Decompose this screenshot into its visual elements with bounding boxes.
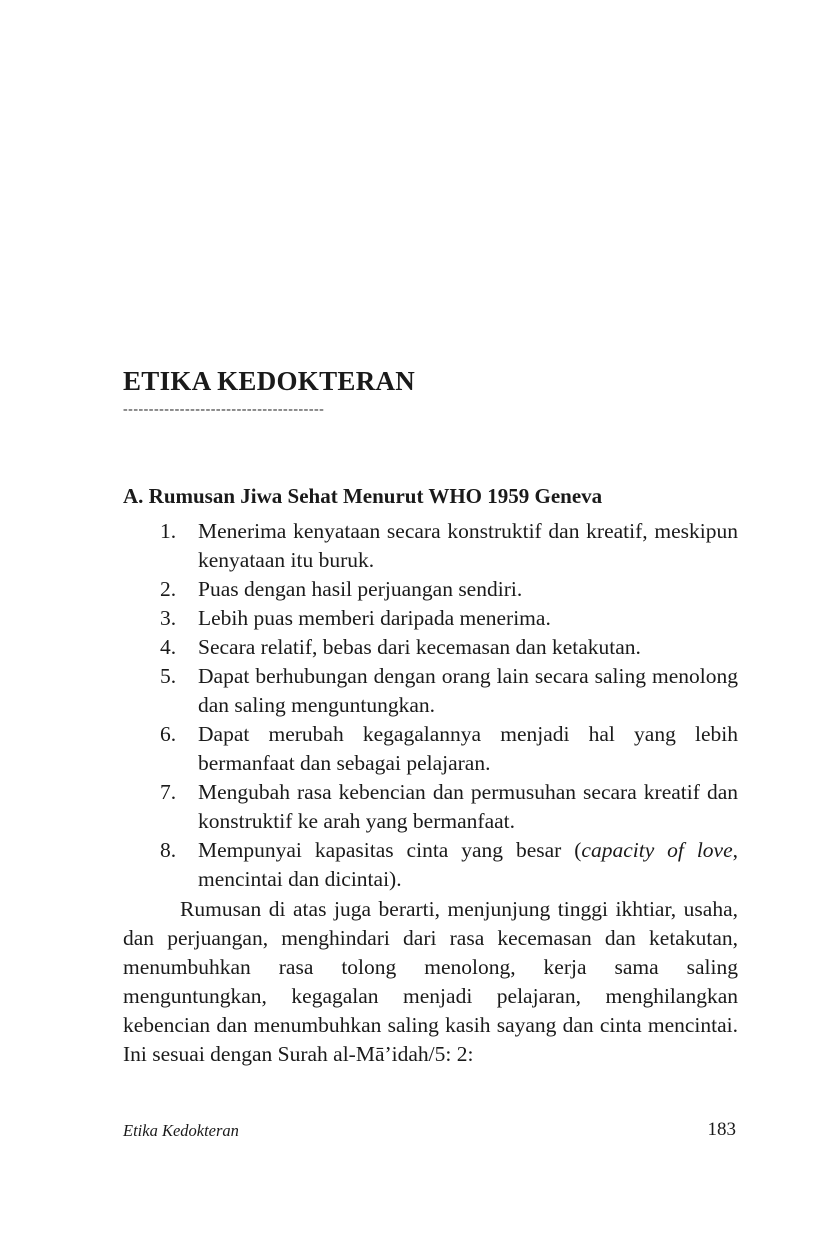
- list-item-text: Puas dengan hasil perjuangan sendiri.: [198, 577, 523, 601]
- running-footer-title: Etika Kedokteran: [123, 1121, 239, 1140]
- list-item-number: 4.: [160, 635, 177, 659]
- list-item: [160, 836, 738, 894]
- list-item-number: 5.: [160, 664, 177, 688]
- list-item-number: 6.: [160, 722, 177, 746]
- list-item-number: 7.: [160, 780, 177, 804]
- list-item: [160, 720, 738, 778]
- list-item-text-after: , mencintai dan dicintai).: [198, 838, 738, 891]
- list-item-text: Menerima kenyataan secara konstruktif dan kreatif, meskipun kenyataan itu buruk.: [198, 519, 738, 572]
- list-item: [160, 604, 738, 633]
- page-number: 183: [707, 1119, 736, 1140]
- list-item-number: 1.: [160, 519, 177, 543]
- list-item: [160, 662, 738, 720]
- body-paragraph: Rumusan di atas juga berarti, menjunjung tinggi ikhtiar, usaha, dan perjuangan, menghindari dari rasa kecemasan dan ketakutan, menumbuhkan rasa tolong menolong, kerja sama saling menguntungkan, kegagalan menjadi pelajaran, menghilangkan kebencian dan menumbuhkan saling kasih sayang dan cinta mencintai. Ini sesuai dengan Surah al-Māʼidah/5: 2:: [123, 897, 738, 1066]
- section-heading: A. Rumusan Jiwa Sehat Menurut WHO 1959 Geneva: [123, 484, 603, 508]
- list-item-text: Mengubah rasa kebencian dan permusuhan secara kreatif dan konstruktif ke arah yang bermanfaat.: [198, 780, 738, 833]
- list-item-text: Lebih puas memberi daripada menerima.: [198, 606, 551, 630]
- list-item: [160, 633, 738, 662]
- list-item: [160, 517, 738, 575]
- list-item: [160, 778, 738, 836]
- list-item-text: Dapat merubah kegagalannya menjadi hal yang lebih bermanfaat dan sebagai pelajaran.: [198, 722, 738, 775]
- list-item: [160, 575, 738, 604]
- list-item-text: Secara relatif, bebas dari kecemasan dan ketakutan.: [198, 635, 641, 659]
- chapter-title: ETIKA KEDOKTERAN: [123, 366, 416, 396]
- list-item-text-before: Mempunyai kapasitas cinta yang besar (: [198, 838, 582, 862]
- title-dashed-rule: ---------------------------------------: [123, 402, 325, 417]
- list-item-number: 8.: [160, 838, 177, 862]
- list-item-text: Dapat berhubungan dengan orang lain secara saling menolong dan saling menguntungkan.: [198, 664, 738, 717]
- list-item-number: 2.: [160, 577, 177, 601]
- list-item-number: 3.: [160, 606, 177, 630]
- list-item-text-italic: capacity of love: [581, 838, 733, 862]
- criteria-list: [160, 517, 738, 894]
